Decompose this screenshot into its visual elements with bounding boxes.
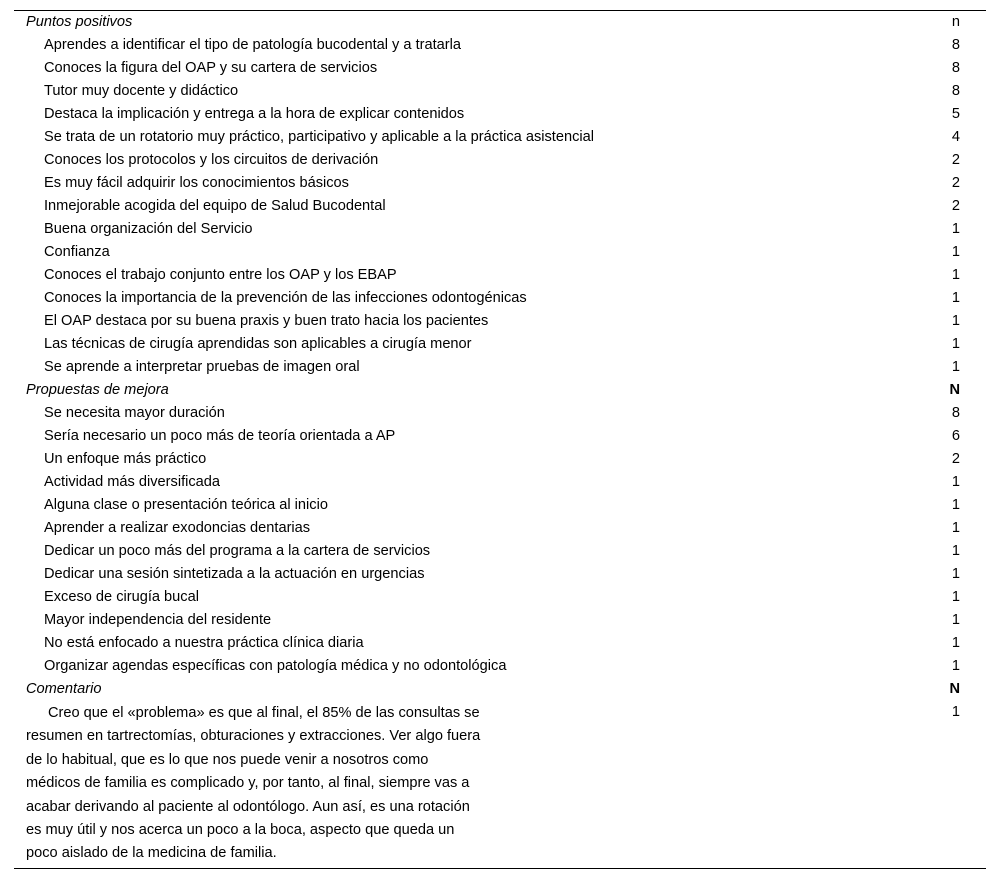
section-header-label: Propuestas de mejora bbox=[26, 382, 169, 398]
table-row bbox=[14, 494, 986, 517]
item-label: Mayor independencia del residente bbox=[44, 612, 272, 628]
item-count: 1 bbox=[951, 221, 960, 237]
table-row bbox=[14, 540, 986, 563]
item-label: Aprender a realizar exodoncias dentarias bbox=[44, 520, 311, 536]
table-row bbox=[14, 57, 986, 80]
table-row bbox=[14, 172, 986, 195]
item-label: Exceso de cirugía bucal bbox=[44, 589, 199, 605]
item-label: Se aprende a interpretar pruebas de imagen oral bbox=[44, 359, 360, 375]
table-row bbox=[14, 287, 986, 310]
table-row bbox=[14, 195, 986, 218]
item-count: 8 bbox=[951, 60, 960, 76]
item-label: Conoces la figura del OAP y su cartera de servicios bbox=[44, 60, 378, 76]
section-header-count: N bbox=[949, 681, 960, 697]
item-label: Dedicar una sesión sintetizada a la actuación en urgencias bbox=[44, 566, 425, 582]
item-label: Conoces los protocolos y los circuitos de derivación bbox=[44, 152, 379, 168]
comment-row bbox=[14, 701, 986, 868]
item-label: Sería necesario un poco más de teoría orientada a AP bbox=[44, 428, 396, 444]
item-count: 1 bbox=[951, 543, 960, 559]
comment-text: Creo que el «problema» es que al final, el 85% de las consultas se resumen en tartrectomías, obturaciones y extracciones. Ver algo fuera de lo habitual, que es lo que nos puede venir a nosotros como médicos de familia es complicado y, por tanto, al final, siempre vas a acabar derivando al paciente al odontólogo. Aun así, es una rotación es muy útil y nos acerca un poco a la boca, aspecto que queda un poco aislado de la medicina de familia. bbox=[26, 705, 481, 862]
table-row bbox=[14, 34, 986, 57]
item-count: 1 bbox=[951, 359, 960, 375]
section-header-count: N bbox=[949, 382, 960, 398]
section-header-row bbox=[14, 379, 986, 402]
table-row bbox=[14, 241, 986, 264]
section-header-row bbox=[14, 11, 986, 34]
survey-results-table bbox=[14, 10, 986, 869]
table-row bbox=[14, 425, 986, 448]
table-row bbox=[14, 563, 986, 586]
item-label: Conoces el trabajo conjunto entre los OAP y los EBAP bbox=[44, 267, 397, 283]
item-label: Confianza bbox=[44, 244, 110, 260]
table-body bbox=[14, 11, 986, 869]
section-header-row bbox=[14, 678, 986, 701]
section-header-label: Comentario bbox=[26, 681, 102, 697]
item-count: 1 bbox=[951, 336, 960, 352]
item-label: Las técnicas de cirugía aprendidas son aplicables a cirugía menor bbox=[44, 336, 472, 352]
comment-text-cell bbox=[14, 701, 500, 868]
item-count: 2 bbox=[951, 198, 960, 214]
item-count: 5 bbox=[951, 106, 960, 122]
table-row bbox=[14, 471, 986, 494]
item-count: 1 bbox=[951, 658, 960, 674]
item-count: 2 bbox=[951, 451, 960, 467]
item-count: 6 bbox=[951, 428, 960, 444]
item-label: Tutor muy docente y didáctico bbox=[44, 83, 239, 99]
item-label: Destaca la implicación y entrega a la hora de explicar contenidos bbox=[44, 106, 465, 122]
item-label: Se necesita mayor duración bbox=[44, 405, 225, 421]
item-label: Alguna clase o presentación teórica al inicio bbox=[44, 497, 328, 513]
item-label: Aprendes a identificar el tipo de patología bucodental y a tratarla bbox=[44, 37, 462, 53]
item-count: 2 bbox=[951, 152, 960, 168]
table-row bbox=[14, 609, 986, 632]
section-header-label: Puntos positivos bbox=[26, 14, 133, 30]
table-row bbox=[14, 126, 986, 149]
item-count: 2 bbox=[951, 175, 960, 191]
table-row bbox=[14, 655, 986, 678]
item-count: 1 bbox=[951, 612, 960, 628]
item-count: 8 bbox=[951, 83, 960, 99]
item-label: Inmejorable acogida del equipo de Salud Bucodental bbox=[44, 198, 386, 214]
item-count: 1 bbox=[951, 244, 960, 260]
item-label: Se trata de un rotatorio muy práctico, participativo y aplicable a la práctica asistencial bbox=[44, 129, 594, 145]
section-header-count: n bbox=[951, 14, 960, 30]
table-row bbox=[14, 402, 986, 425]
table-row bbox=[14, 586, 986, 609]
item-label: Organizar agendas específicas con patología médica y no odontológica bbox=[44, 658, 507, 674]
item-label: Buena organización del Servicio bbox=[44, 221, 253, 237]
table-row bbox=[14, 333, 986, 356]
table-row bbox=[14, 310, 986, 333]
item-count: 1 bbox=[951, 520, 960, 536]
item-label: El OAP destaca por su buena praxis y buen trato hacia los pacientes bbox=[44, 313, 489, 329]
item-count: 1 bbox=[951, 497, 960, 513]
item-label: Un enfoque más práctico bbox=[44, 451, 207, 467]
table-row bbox=[14, 356, 986, 379]
item-count: 1 bbox=[951, 313, 960, 329]
table-row bbox=[14, 517, 986, 540]
item-count: 1 bbox=[951, 566, 960, 582]
table-row bbox=[14, 218, 986, 241]
table-row bbox=[14, 632, 986, 655]
table-row bbox=[14, 448, 986, 471]
item-label: Dedicar un poco más del programa a la cartera de servicios bbox=[44, 543, 431, 559]
item-label: No está enfocado a nuestra práctica clínica diaria bbox=[44, 635, 364, 651]
item-count: 1 bbox=[951, 290, 960, 306]
item-label: Actividad más diversificada bbox=[44, 474, 221, 490]
table-row bbox=[14, 149, 986, 172]
item-count: 1 bbox=[951, 589, 960, 605]
item-label: Es muy fácil adquirir los conocimientos básicos bbox=[44, 175, 349, 191]
comment-count: 1 bbox=[951, 704, 960, 720]
item-label: Conoces la importancia de la prevención de las infecciones odontogénicas bbox=[44, 290, 527, 306]
item-count: 8 bbox=[951, 37, 960, 53]
item-count: 1 bbox=[951, 635, 960, 651]
item-count: 8 bbox=[951, 405, 960, 421]
item-count: 1 bbox=[951, 267, 960, 283]
table-row bbox=[14, 264, 986, 287]
table-row bbox=[14, 103, 986, 126]
item-count: 4 bbox=[951, 129, 960, 145]
table-row bbox=[14, 80, 986, 103]
item-count: 1 bbox=[951, 474, 960, 490]
